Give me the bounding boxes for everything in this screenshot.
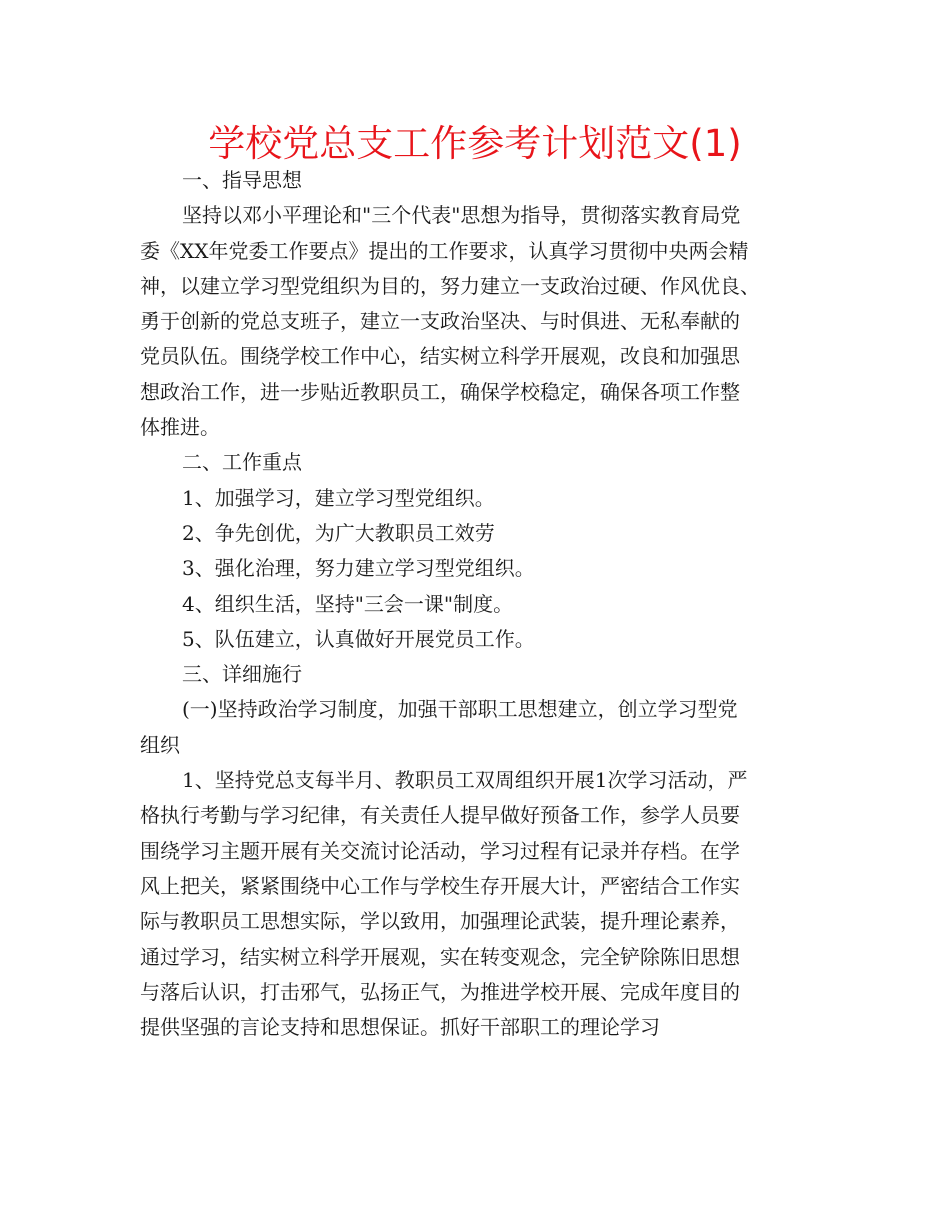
paragraph-line: 二、工作重点 [182, 450, 302, 475]
paragraph-line: 4、组织生活，坚持"三会一课"制度。 [182, 591, 514, 616]
paragraph-line: 组织 [140, 732, 180, 757]
paragraph [140, 163, 820, 198]
paragraph [140, 198, 820, 445]
paragraph [140, 622, 820, 657]
paragraph-line: 提供坚强的言论支持和思想保证。抓好干部职工的理论学习 [140, 1015, 660, 1040]
paragraph-line: 勇于创新的党总支班子，建立一支政治坚决、与时俱进、无私奉献的 [140, 309, 740, 334]
paragraph-line: 格执行考勤与学习纪律，有关责任人提早做好预备工作，参学人员要 [140, 803, 740, 828]
paragraph-line: 体推进。 [140, 415, 220, 440]
paragraph-line: 想政治工作，进一步贴近教职员工，确保学校稳定，确保各项工作整 [140, 379, 740, 404]
paragraph-line: 1、加强学习，建立学习型党组织。 [182, 485, 495, 510]
paragraph-line: 通过学习，结实树立科学开展观，实在转变观念，完全铲除陈旧思想 [140, 944, 740, 969]
document-title: 学校党总支工作参考计划范文(1) [208, 122, 742, 165]
paragraph-line: 2、争先创优，为广大教职员工效劳 [182, 520, 495, 545]
paragraph-line: (一)坚持政治学习制度，加强干部职工思想建立，创立学习型党 [182, 697, 738, 722]
document-body [140, 163, 820, 1045]
paragraph [140, 587, 820, 622]
paragraph [140, 692, 820, 763]
paragraph [140, 763, 820, 1045]
paragraph [140, 481, 820, 516]
paragraph [140, 516, 820, 551]
paragraph-line: 3、强化治理，努力建立学习型党组织。 [182, 556, 535, 581]
paragraph-line: 5、队伍建立，认真做好开展党员工作。 [182, 626, 535, 651]
paragraph [140, 551, 820, 586]
paragraph-line: 坚持以邓小平理论和"三个代表"思想为指导，贯彻落实教育局党 [182, 203, 741, 228]
paragraph-line: 风上把关，紧紧围绕中心工作与学校生存开展大计，严密结合工作实 [140, 873, 740, 898]
paragraph-line: 三、详细施行 [182, 662, 302, 687]
paragraph [140, 657, 820, 692]
paragraph-line: 围绕学习主题开展有关交流讨论活动，学习过程有记录并存档。在学 [140, 838, 740, 863]
paragraph-line: 1、坚持党总支每半月、教职员工双周组织开展1次学习活动，严 [182, 768, 748, 793]
paragraph [140, 445, 820, 480]
paragraph-line: 神，以建立学习型党组织为目的，努力建立一支政治过硬、作风优良、 [140, 273, 760, 298]
paragraph-line: 委《XX年党委工作要点》提出的工作要求，认真学习贯彻中央两会精 [140, 238, 749, 263]
paragraph-line: 际与教职员工思想实际，学以致用，加强理论武装，提升理论素养， [140, 909, 740, 934]
paragraph-line: 与落后认识，打击邪气，弘扬正气，为推进学校开展、完成年度目的 [140, 979, 740, 1004]
paragraph-line: 党员队伍。围绕学校工作中心，结实树立科学开展观，改良和加强思 [140, 344, 740, 369]
paragraph-line: 一、指导思想 [182, 168, 302, 192]
